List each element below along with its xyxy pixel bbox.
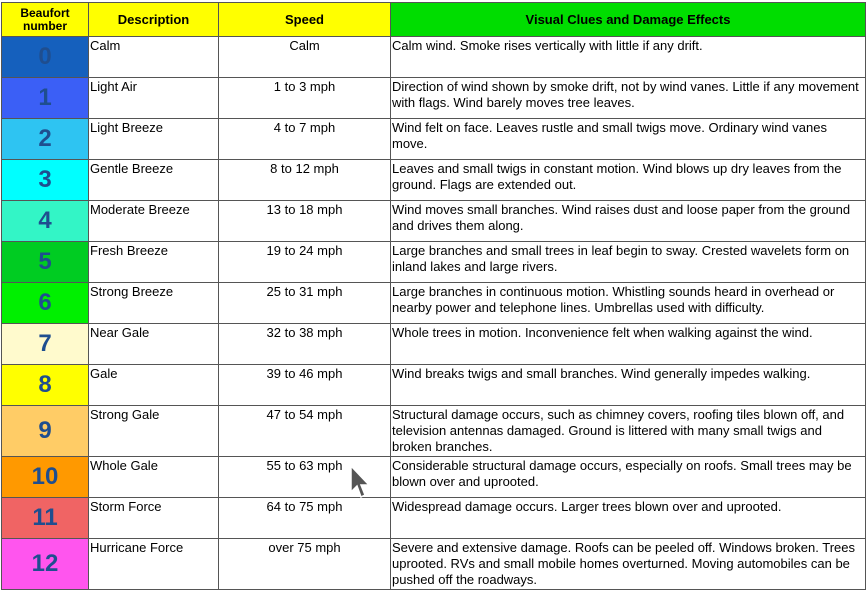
speed-cell: 13 to 18 mph bbox=[219, 201, 391, 242]
effects-cell: Large branches in continuous motion. Whistling sounds heard in overhead or nearby power and telephone lines. Umbrellas used with difficulty. bbox=[391, 283, 866, 324]
speed-cell: 4 to 7 mph bbox=[219, 119, 391, 160]
beaufort-number: 1 bbox=[2, 78, 89, 119]
effects-cell: Calm wind. Smoke rises vertically with little if any drift. bbox=[391, 37, 866, 78]
beaufort-number: 6 bbox=[2, 283, 89, 324]
speed-cell: 32 to 38 mph bbox=[219, 324, 391, 365]
table-row bbox=[2, 498, 866, 539]
header-description: Description bbox=[89, 3, 219, 37]
beaufort-table bbox=[1, 2, 866, 590]
description-cell: Whole Gale bbox=[89, 457, 219, 498]
description-cell: Light Air bbox=[89, 78, 219, 119]
table-row bbox=[2, 201, 866, 242]
description-cell: Moderate Breeze bbox=[89, 201, 219, 242]
description-cell: Storm Force bbox=[89, 498, 219, 539]
effects-cell: Severe and extensive damage. Roofs can be peeled off. Windows broken. Trees uprooted. RVs and small mobile homes overturned. Moving automobiles can be pushed off the roadways. bbox=[391, 539, 866, 590]
beaufort-number: 7 bbox=[2, 324, 89, 365]
description-cell: Strong Breeze bbox=[89, 283, 219, 324]
header-row bbox=[2, 3, 866, 37]
beaufort-number: 12 bbox=[2, 539, 89, 590]
speed-cell: 55 to 63 mph bbox=[219, 457, 391, 498]
table-row bbox=[2, 283, 866, 324]
effects-cell: Wind moves small branches. Wind raises dust and loose paper from the ground and drives them along. bbox=[391, 201, 866, 242]
beaufort-number: 2 bbox=[2, 119, 89, 160]
description-cell: Calm bbox=[89, 37, 219, 78]
beaufort-number: 3 bbox=[2, 160, 89, 201]
description-cell: Near Gale bbox=[89, 324, 219, 365]
beaufort-number: 5 bbox=[2, 242, 89, 283]
header-speed: Speed bbox=[219, 3, 391, 37]
table-row bbox=[2, 365, 866, 406]
table-row bbox=[2, 78, 866, 119]
table-row bbox=[2, 324, 866, 365]
effects-cell: Wind breaks twigs and small branches. Wind generally impedes walking. bbox=[391, 365, 866, 406]
table-row bbox=[2, 160, 866, 201]
beaufort-number: 9 bbox=[2, 406, 89, 457]
speed-cell: 64 to 75 mph bbox=[219, 498, 391, 539]
description-cell: Strong Gale bbox=[89, 406, 219, 457]
speed-cell: 8 to 12 mph bbox=[219, 160, 391, 201]
header-effects: Visual Clues and Damage Effects bbox=[391, 3, 866, 37]
table-row bbox=[2, 457, 866, 498]
beaufort-number: 4 bbox=[2, 201, 89, 242]
mouse-pointer-icon bbox=[350, 465, 372, 499]
description-cell: Light Breeze bbox=[89, 119, 219, 160]
beaufort-number: 10 bbox=[2, 457, 89, 498]
speed-cell: over 75 mph bbox=[219, 539, 391, 590]
speed-cell: 19 to 24 mph bbox=[219, 242, 391, 283]
table-row bbox=[2, 242, 866, 283]
speed-cell: 39 to 46 mph bbox=[219, 365, 391, 406]
table-row bbox=[2, 119, 866, 160]
table-row bbox=[2, 539, 866, 590]
speed-cell: Calm bbox=[219, 37, 391, 78]
effects-cell: Structural damage occurs, such as chimney covers, roofing tiles blown off, and television antennas damaged. Ground is littered with many small twigs and broken branches. bbox=[391, 406, 866, 457]
effects-cell: Whole trees in motion. Inconvenience felt when walking against the wind. bbox=[391, 324, 866, 365]
speed-cell: 47 to 54 mph bbox=[219, 406, 391, 457]
description-cell: Gale bbox=[89, 365, 219, 406]
header-number: Beaufort number bbox=[2, 3, 89, 37]
description-cell: Gentle Breeze bbox=[89, 160, 219, 201]
description-cell: Fresh Breeze bbox=[89, 242, 219, 283]
effects-cell: Considerable structural damage occurs, especially on roofs. Small trees may be blown over and uprooted. bbox=[391, 457, 866, 498]
speed-cell: 25 to 31 mph bbox=[219, 283, 391, 324]
beaufort-number: 8 bbox=[2, 365, 89, 406]
effects-cell: Leaves and small twigs in constant motion. Wind blows up dry leaves from the ground. Flags are extended out. bbox=[391, 160, 866, 201]
effects-cell: Large branches and small trees in leaf begin to sway. Crested wavelets form on inland lakes and large rivers. bbox=[391, 242, 866, 283]
table-body bbox=[2, 37, 866, 590]
effects-cell: Direction of wind shown by smoke drift, not by wind vanes. Little if any movement with flags. Wind barely moves tree leaves. bbox=[391, 78, 866, 119]
beaufort-number: 0 bbox=[2, 37, 89, 78]
speed-cell: 1 to 3 mph bbox=[219, 78, 391, 119]
description-cell: Hurricane Force bbox=[89, 539, 219, 590]
effects-cell: Wind felt on face. Leaves rustle and small twigs move. Ordinary wind vanes move. bbox=[391, 119, 866, 160]
table-row bbox=[2, 37, 866, 78]
beaufort-number: 11 bbox=[2, 498, 89, 539]
table-row bbox=[2, 406, 866, 457]
effects-cell: Widespread damage occurs. Larger trees blown over and uprooted. bbox=[391, 498, 866, 539]
